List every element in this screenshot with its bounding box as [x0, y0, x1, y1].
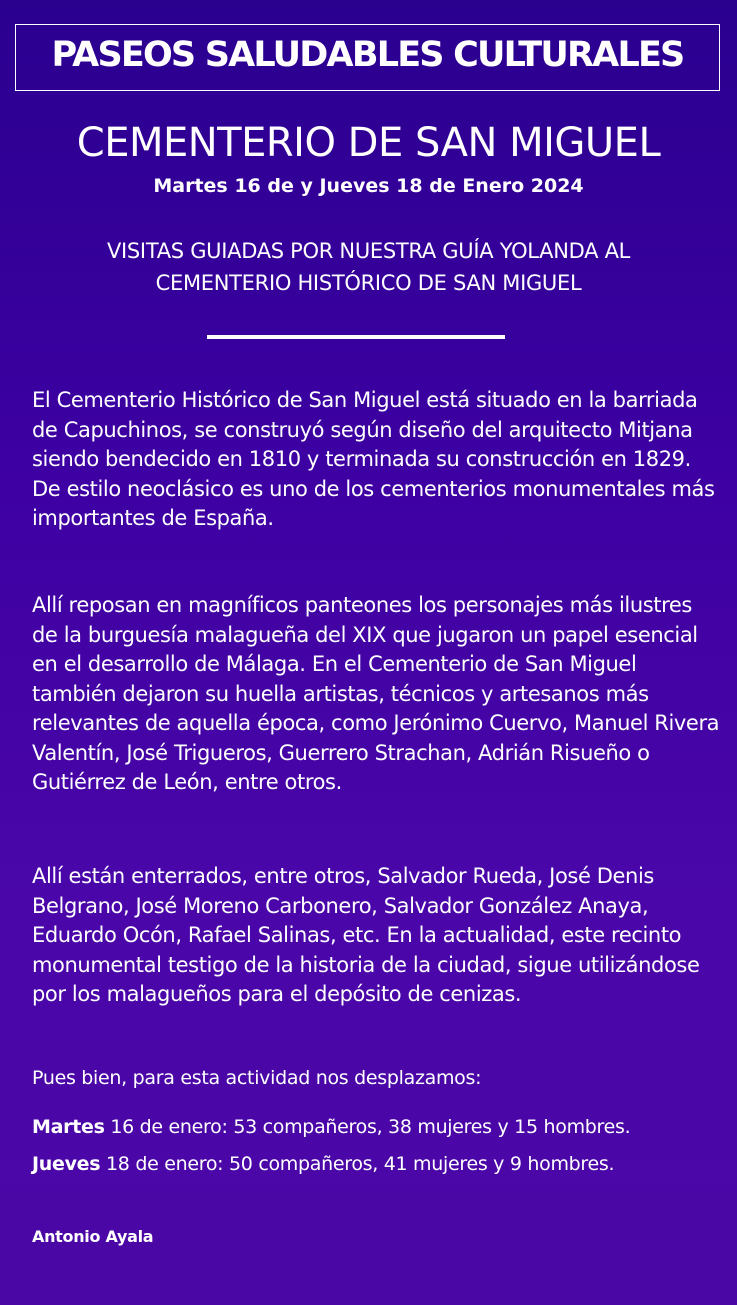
attendance-day: Martes: [32, 1116, 105, 1138]
header-box: [15, 24, 720, 91]
attendance-row-thursday: [32, 1153, 722, 1175]
attendance-row-tuesday: [32, 1116, 722, 1138]
attendance-detail: 16 de enero: 53 compañeros, 38 mujeres y 15 hombres.: [110, 1116, 631, 1138]
header-title: PASEOS SALUDABLES CULTURALES: [51, 34, 684, 75]
paragraph-buried: Allí están enterrados, entre otros, Salvador Rueda, José Denis Belgrano, José Moreno Carbonero, Salvador González Anaya, Eduardo Ocón, Rafael Salinas, etc. En la actualidad, este recinto monumental testigo de la historia de la ciudad, sigue utilizándose por los malagueños para el depósito de cenizas.: [32, 864, 700, 1006]
attendance-detail: 18 de enero: 50 compañeros, 41 mujeres y 9 hombres.: [106, 1153, 615, 1175]
author-signature: Antonio Ayala: [32, 1227, 154, 1246]
attendance-day: Jueves: [32, 1153, 101, 1175]
guided-visits-text: VISITAS GUIADAS POR NUESTRA GUÍA YOLANDA AL CEMENTERIO HISTÓRICO DE SAN MIGUEL: [106, 239, 631, 295]
divider-line: [207, 335, 505, 339]
cemetery-title: CEMENTERIO DE SAN MIGUEL: [76, 120, 661, 166]
paragraph-pantheons: Allí reposan en magníficos panteones los personajes más ilustres de la burguesía malagueña del XIX que jugaron un papel esencial en el desarrollo de Málaga. En el Cementerio de San Miguel también dejaron su huella artistas, técnicos y artesanos más relevantes de aquella época, como Jerónimo Cuervo, Manuel Rivera Valentín, José Trigueros, Guerrero Strachan, Adrián Risueño o Gutiérrez de León, entre otros.: [32, 593, 720, 794]
event-dates: Martes 16 de y Jueves 18 de Enero 2024: [153, 175, 584, 197]
activity-intro: Pues bien, para esta actividad nos desplazamos:: [32, 1067, 482, 1089]
paragraph-history: El Cementerio Histórico de San Miguel está situado en la barriada de Capuchinos, se construyó según diseño del arquitecto Mitjana siendo bendecido en 1810 y terminada su construcción en 1829. De estilo neoclásico es uno de los cementerios monumentales más importantes de España.: [32, 388, 715, 530]
